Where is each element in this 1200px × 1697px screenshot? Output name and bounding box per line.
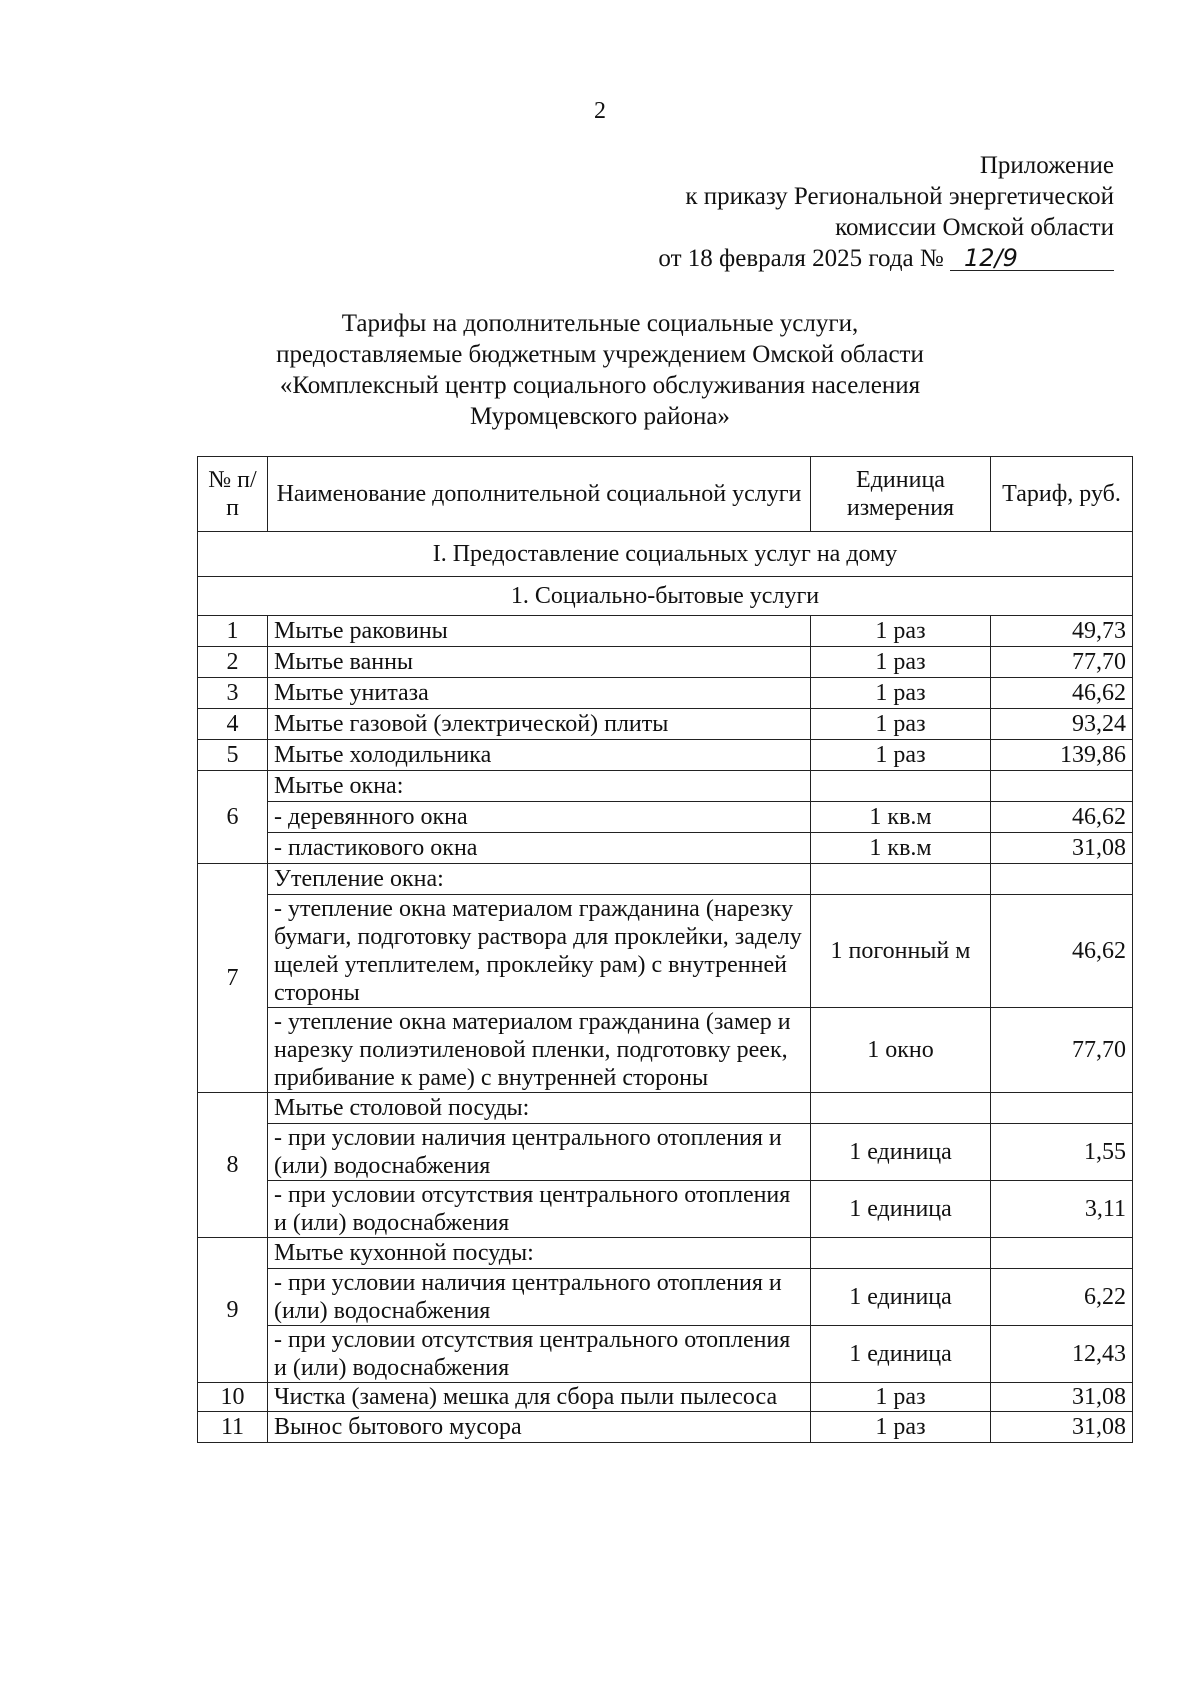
table-row	[198, 709, 1133, 740]
row-num: 2	[198, 647, 268, 678]
table-row	[198, 1383, 1133, 1412]
table-subrow	[198, 1008, 1133, 1093]
table-header-row	[198, 457, 1133, 532]
document-title	[0, 308, 1200, 432]
row-name: Вынос бытового мусора	[268, 1412, 811, 1443]
row-price: 6,22	[991, 1269, 1133, 1326]
row-price: 31,08	[991, 1383, 1133, 1412]
row-unit-empty	[811, 1093, 991, 1124]
table-row	[198, 864, 1133, 895]
table-row	[198, 647, 1133, 678]
row-unit: 1 раз	[811, 1412, 991, 1443]
title-line-4: Муромцевского района»	[470, 403, 730, 430]
row-num: 1	[198, 616, 268, 647]
row-num: 4	[198, 709, 268, 740]
row-unit-empty	[811, 1238, 991, 1269]
row-price: 77,70	[991, 1008, 1133, 1093]
row-name: - пластикового окна	[268, 833, 811, 864]
row-unit-empty	[811, 771, 991, 802]
row-name: - деревянного окна	[268, 802, 811, 833]
row-unit: 1 раз	[811, 616, 991, 647]
row-price: 77,70	[991, 647, 1133, 678]
table-row	[198, 1093, 1133, 1124]
table-row	[198, 616, 1133, 647]
row-name: - при условии наличия центрального отопления и (или) водоснабжения	[268, 1269, 811, 1326]
section-title: I. Предоставление социальных услуг на дому	[198, 532, 1133, 577]
subsection-title: 1. Социально-бытовые услуги	[198, 577, 1133, 616]
row-price: 46,62	[991, 678, 1133, 709]
tariff-table	[197, 456, 1133, 1443]
row-num: 10	[198, 1383, 268, 1412]
title-line-1: Тарифы на дополнительные социальные услуги,	[341, 310, 859, 337]
row-price: 3,11	[991, 1181, 1133, 1238]
row-unit: 1 единица	[811, 1181, 991, 1238]
row-unit: 1 единица	[811, 1124, 991, 1181]
row-price: 1,55	[991, 1124, 1133, 1181]
row-name: - утепление окна материалом гражданина (нарезку бумаги, подготовку раствора для проклейки, заделу щелей утеплителем, проклейку рам) с внутренней стороны	[268, 895, 811, 1008]
row-price: 93,24	[991, 709, 1133, 740]
row-unit: 1 погонный м	[811, 895, 991, 1008]
subsection-row	[198, 577, 1133, 616]
row-group-title: Утепление окна:	[268, 864, 811, 895]
row-price-empty	[991, 1238, 1133, 1269]
row-name: - при условии отсутствия центрального отопления и (или) водоснабжения	[268, 1181, 811, 1238]
row-num: 3	[198, 678, 268, 709]
row-price: 46,62	[991, 895, 1133, 1008]
table-subrow	[198, 833, 1133, 864]
row-price-empty	[991, 864, 1133, 895]
row-price: 49,73	[991, 616, 1133, 647]
header-num: № п/п	[198, 457, 268, 532]
order-date: от 18 февраля 2025 года №	[658, 245, 944, 272]
table-row	[198, 771, 1133, 802]
row-name: Мытье холодильника	[268, 740, 811, 771]
table-subrow	[198, 802, 1133, 833]
row-price-empty	[991, 771, 1133, 802]
appendix-line-1: Приложение	[979, 152, 1114, 179]
row-unit-empty	[811, 864, 991, 895]
row-name: Мытье унитаза	[268, 678, 811, 709]
row-price: 46,62	[991, 802, 1133, 833]
row-name: - при условии отсутствия центрального отопления и (или) водоснабжения	[268, 1326, 811, 1383]
title-line-2: предоставляемые бюджетным учреждением Омской области	[276, 341, 924, 368]
row-price: 31,08	[991, 833, 1133, 864]
table-subrow	[198, 1269, 1133, 1326]
appendix-line-4	[658, 243, 1114, 274]
table-subrow	[198, 1181, 1133, 1238]
row-unit: 1 раз	[811, 709, 991, 740]
appendix-line-2: к приказу Региональной энергетической	[685, 183, 1114, 210]
row-unit: 1 кв.м	[811, 802, 991, 833]
row-price: 31,08	[991, 1412, 1133, 1443]
row-unit: 1 кв.м	[811, 833, 991, 864]
row-num: 8	[198, 1093, 268, 1238]
row-group-title: Мытье окна:	[268, 771, 811, 802]
page-number: 2	[594, 98, 606, 124]
table-row	[198, 1412, 1133, 1443]
header-name: Наименование дополнительной социальной услуги	[268, 457, 811, 532]
header-unit: Единица измерения	[811, 457, 991, 532]
title-line-3: «Комплексный центр социального обслуживания населения	[279, 372, 921, 399]
row-name: Мытье газовой (электрической) плиты	[268, 709, 811, 740]
table-row	[198, 740, 1133, 771]
row-price-empty	[991, 1093, 1133, 1124]
appendix-line-3: комиссии Омской области	[835, 214, 1114, 241]
row-unit: 1 раз	[811, 678, 991, 709]
row-num: 6	[198, 771, 268, 864]
table-row	[198, 678, 1133, 709]
order-number: 12/9	[950, 246, 1114, 271]
row-num: 11	[198, 1412, 268, 1443]
header-price: Тариф, руб.	[991, 457, 1133, 532]
row-name: - при условии наличия центрального отопления и (или) водоснабжения	[268, 1124, 811, 1181]
row-unit: 1 единица	[811, 1326, 991, 1383]
row-price: 139,86	[991, 740, 1133, 771]
row-unit: 1 раз	[811, 647, 991, 678]
row-num: 9	[198, 1238, 268, 1383]
row-name: Чистка (замена) мешка для сбора пыли пылесоса	[268, 1383, 811, 1412]
table-subrow	[198, 895, 1133, 1008]
row-name: Мытье раковины	[268, 616, 811, 647]
row-price: 12,43	[991, 1326, 1133, 1383]
table-row	[198, 1238, 1133, 1269]
row-num: 5	[198, 740, 268, 771]
row-name: Мытье ванны	[268, 647, 811, 678]
row-unit: 1 окно	[811, 1008, 991, 1093]
appendix-block	[658, 150, 1114, 274]
row-group-title: Мытье столовой посуды:	[268, 1093, 811, 1124]
row-num: 7	[198, 864, 268, 1093]
row-unit: 1 раз	[811, 740, 991, 771]
row-group-title: Мытье кухонной посуды:	[268, 1238, 811, 1269]
row-unit: 1 раз	[811, 1383, 991, 1412]
section-row	[198, 532, 1133, 577]
row-unit: 1 единица	[811, 1269, 991, 1326]
table-subrow	[198, 1124, 1133, 1181]
row-name: - утепление окна материалом гражданина (замер и нарезку полиэтиленовой пленки, подготовку реек, прибивание к раме) с внутренней стороны	[268, 1008, 811, 1093]
table-subrow	[198, 1326, 1133, 1383]
